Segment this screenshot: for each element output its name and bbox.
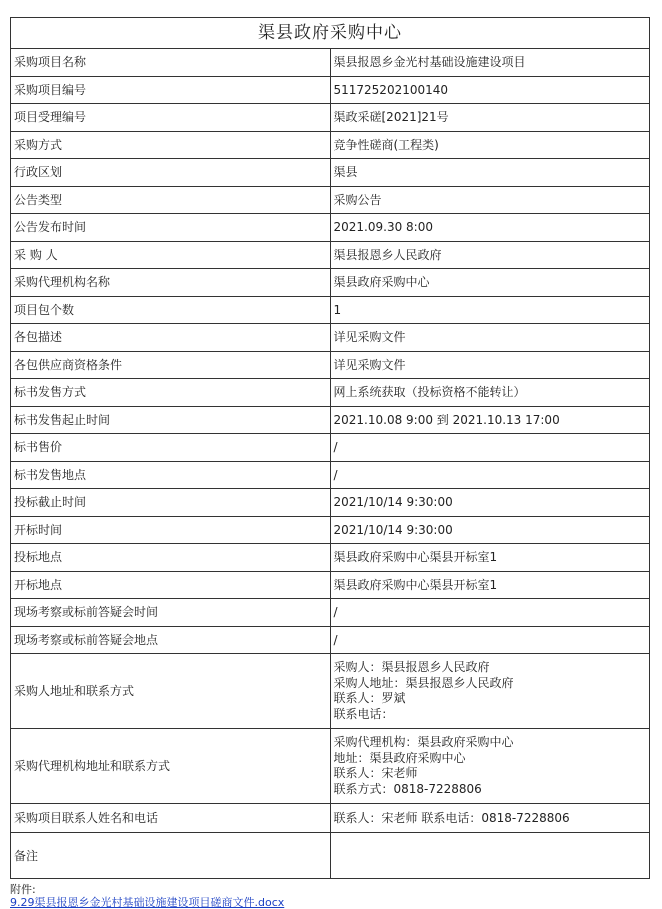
contact-line: 联系人：宋老师 [333,766,418,780]
row-label: 采购方式 [11,131,331,159]
info-row [11,379,650,407]
info-row [11,599,650,627]
row-label: 备注 [11,833,331,879]
row-label: 项目包个数 [11,296,331,324]
row-label: 开标地点 [11,571,331,599]
info-row [11,296,650,324]
info-row [11,516,650,544]
remarks-value [330,833,650,879]
row-value: 详见采购文件 [330,351,650,379]
project-contact-row [11,804,650,833]
info-row [11,571,650,599]
attachment-link[interactable]: 9.29渠县报恩乡金光村基础设施建设项目磋商文件.docx [10,896,285,909]
info-row [11,351,650,379]
row-value: 采购公告 [330,186,650,214]
purchaser-contact-value [330,654,650,729]
contact-line: 联系方式：0818-7228806 [333,781,482,796]
info-row [11,49,650,77]
info-row [11,241,650,269]
info-row [11,76,650,104]
row-label: 公告发布时间 [11,214,331,242]
row-label: 行政区划 [11,159,331,187]
row-value: 渠政采磋[2021]21号 [330,104,650,132]
row-label: 标书发售方式 [11,379,331,407]
row-value: / [330,626,650,654]
contact-line: 地址：渠县政府采购中心 [333,750,466,765]
row-label: 投标截止时间 [11,489,331,517]
row-value: 2021.10.08 9:00 到 2021.10.13 17:00 [330,406,650,434]
row-label: 现场考察或标前答疑会地点 [11,626,331,654]
row-label: 采购项目名称 [11,49,331,77]
info-row [11,186,650,214]
row-label: 各包描述 [11,324,331,352]
title-row [11,18,650,49]
row-label: 标书发售地点 [11,461,331,489]
contact-line: 联系人：罗斌 [333,691,406,705]
row-label: 各包供应商资格条件 [11,351,331,379]
info-row [11,544,650,572]
row-label: 标书发售起止时间 [11,406,331,434]
row-value: 竞争性磋商(工程类) [330,131,650,159]
row-label: 采购代理机构地址和联系方式 [11,729,331,804]
attachments-label: 附件: [10,883,36,896]
info-row [11,104,650,132]
row-value: 网上系统获取（投标资格不能转让） [330,379,650,407]
agency-contact-value [330,729,650,804]
info-row [11,406,650,434]
row-value: / [330,434,650,462]
page-title: 渠县政府采购中心 [11,18,650,49]
project-contact-value: 联系人：宋老师 联系电话：0818-7228806 [330,804,650,833]
row-label: 采购项目编号 [11,76,331,104]
contact-line: 采购人：渠县报恩乡人民政府 [333,660,490,674]
purchaser-contact-row [11,654,650,729]
row-label: 投标地点 [11,544,331,572]
row-label: 采购项目联系人姓名和电话 [11,804,331,833]
contact-line: 联系电话： [333,706,394,721]
row-value: 渠县政府采购中心 [330,269,650,297]
contact-line: 采购代理机构：渠县政府采购中心 [333,735,514,749]
row-value: 2021.09.30 8:00 [330,214,650,242]
row-value: 1 [330,296,650,324]
info-row [11,269,650,297]
info-row [11,489,650,517]
row-value: / [330,599,650,627]
info-row [11,324,650,352]
row-label: 标书售价 [11,434,331,462]
row-value: 2021/10/14 9:30:00 [330,516,650,544]
info-row [11,214,650,242]
row-value: / [330,461,650,489]
row-value: 511725202100140 [330,76,650,104]
row-value: 渠县 [330,159,650,187]
row-value: 详见采购文件 [330,324,650,352]
info-row [11,131,650,159]
row-label: 项目受理编号 [11,104,331,132]
row-value: 渠县报恩乡金光村基础设施建设项目 [330,49,650,77]
row-value: 2021/10/14 9:30:00 [330,489,650,517]
row-label: 采 购 人 [11,241,331,269]
row-label: 开标时间 [11,516,331,544]
row-label: 公告类型 [11,186,331,214]
row-value: 渠县政府采购中心渠县开标室1 [330,571,650,599]
remarks-row [11,833,650,879]
info-row [11,434,650,462]
row-label: 采购代理机构名称 [11,269,331,297]
info-row [11,461,650,489]
row-label: 现场考察或标前答疑会时间 [11,599,331,627]
attachments-section [10,883,650,909]
info-row [11,159,650,187]
row-value: 渠县报恩乡人民政府 [330,241,650,269]
row-value: 渠县政府采购中心渠县开标室1 [330,544,650,572]
procurement-notice-table [10,17,650,879]
info-row [11,626,650,654]
agency-contact-row [11,729,650,804]
row-label: 采购人地址和联系方式 [11,654,331,729]
contact-line: 采购人地址：渠县报恩乡人民政府 [333,675,514,690]
